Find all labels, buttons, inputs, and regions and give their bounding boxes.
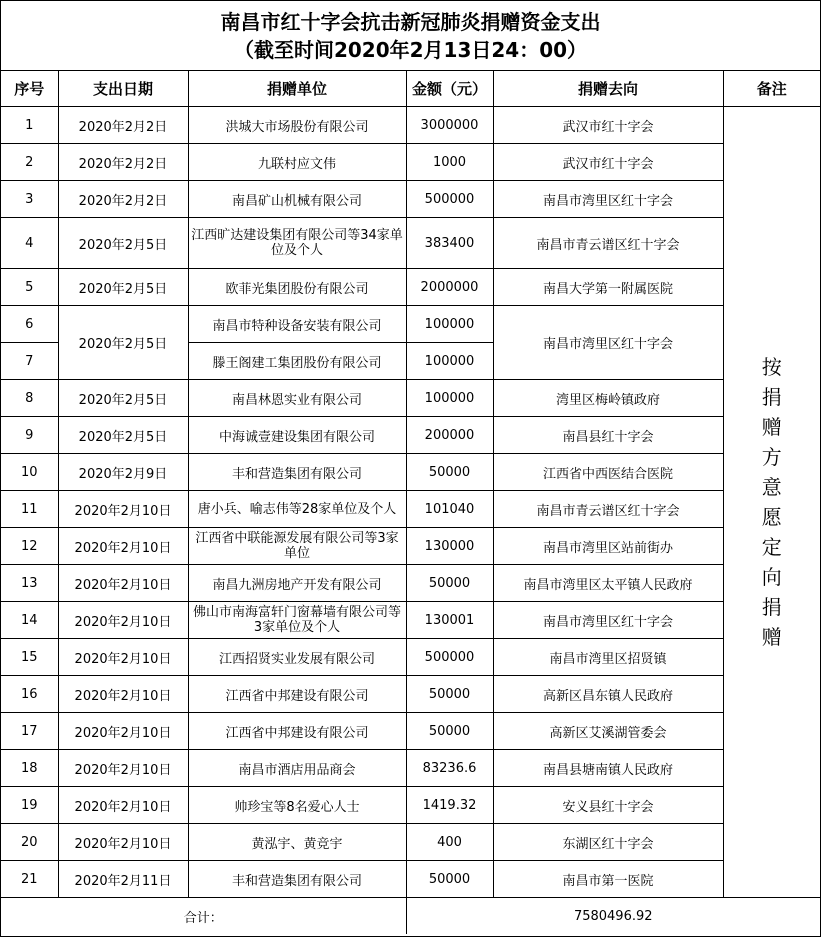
row-amount: 2000000 <box>406 269 493 306</box>
table-row <box>1 380 820 417</box>
row-destination: 南昌县塘南镇人民政府 <box>493 750 723 787</box>
row-no: 21 <box>1 861 58 898</box>
row-donor: 唐小兵、喻志伟等28家单位及个人 <box>188 491 406 528</box>
row-date: 2020年2月10日 <box>58 528 188 565</box>
table-row <box>1 602 820 639</box>
row-donor: 黄泓宇、黄竞宇 <box>188 824 406 861</box>
row-destination: 武汉市红十字会 <box>493 107 723 144</box>
row-date: 2020年2月5日 <box>58 417 188 454</box>
row-donor: 丰和营造集团有限公司 <box>188 454 406 491</box>
row-donor: 中海诚壹建设集团有限公司 <box>188 417 406 454</box>
row-date: 2020年2月5日 <box>58 269 188 306</box>
row-destination: 南昌市湾里区红十字会 <box>493 306 723 380</box>
row-donor: 九联村应文伟 <box>188 144 406 181</box>
header-amount: 金额（元） <box>406 71 493 107</box>
row-date: 2020年2月11日 <box>58 861 188 898</box>
row-amount: 100000 <box>406 380 493 417</box>
expenditure-table <box>1 71 820 934</box>
row-no: 13 <box>1 565 58 602</box>
table-row <box>1 824 820 861</box>
row-destination: 南昌大学第一附属医院 <box>493 269 723 306</box>
header-remark: 备注 <box>723 71 820 107</box>
row-no: 2 <box>1 144 58 181</box>
row-no: 3 <box>1 181 58 218</box>
row-date: 2020年2月10日 <box>58 824 188 861</box>
row-donor: 佛山市南海富轩门窗幕墙有限公司等3家单位及个人 <box>188 602 406 639</box>
table-row <box>1 750 820 787</box>
table-row <box>1 676 820 713</box>
row-destination: 南昌市湾里区太平镇人民政府 <box>493 565 723 602</box>
row-amount: 100000 <box>406 343 493 380</box>
row-date: 2020年2月10日 <box>58 602 188 639</box>
row-no: 12 <box>1 528 58 565</box>
row-amount: 130000 <box>406 528 493 565</box>
row-donor: 江西招贤实业发展有限公司 <box>188 639 406 676</box>
title-line-2: （截至时间2020年2月13日24：00） <box>233 38 588 62</box>
row-date: 2020年2月9日 <box>58 454 188 491</box>
row-destination: 湾里区梅岭镇政府 <box>493 380 723 417</box>
row-date: 2020年2月10日 <box>58 787 188 824</box>
table-row <box>1 713 820 750</box>
table-row <box>1 306 820 343</box>
row-destination: 南昌市青云谱区红十字会 <box>493 491 723 528</box>
row-destination: 南昌市第一医院 <box>493 861 723 898</box>
row-amount: 50000 <box>406 861 493 898</box>
row-amount: 100000 <box>406 306 493 343</box>
table-row <box>1 639 820 676</box>
row-donor: 洪城大市场股份有限公司 <box>188 107 406 144</box>
row-donor: 滕王阁建工集团股份有限公司 <box>188 343 406 380</box>
row-amount: 200000 <box>406 417 493 454</box>
row-no: 1 <box>1 107 58 144</box>
row-donor: 南昌市酒店用品商会 <box>188 750 406 787</box>
row-no: 6 <box>1 306 58 343</box>
row-no: 17 <box>1 713 58 750</box>
row-amount: 1419.32 <box>406 787 493 824</box>
table-row <box>1 107 820 144</box>
row-no: 4 <box>1 218 58 269</box>
table-row <box>1 417 820 454</box>
table-row <box>1 144 820 181</box>
table-row <box>1 269 820 306</box>
row-date: 2020年2月10日 <box>58 565 188 602</box>
row-amount: 500000 <box>406 181 493 218</box>
row-destination: 江西省中西医结合医院 <box>493 454 723 491</box>
row-amount: 50000 <box>406 565 493 602</box>
row-amount: 383400 <box>406 218 493 269</box>
row-destination: 武汉市红十字会 <box>493 144 723 181</box>
header-no: 序号 <box>1 71 58 107</box>
total-label: 合计： <box>1 898 406 935</box>
row-date: 2020年2月5日 <box>58 380 188 417</box>
row-donor: 江西省中邦建设有限公司 <box>188 713 406 750</box>
row-donor: 帅珍宝等8名爱心人士 <box>188 787 406 824</box>
row-date: 2020年2月10日 <box>58 676 188 713</box>
row-date: 2020年2月10日 <box>58 639 188 676</box>
row-destination: 南昌市湾里区站前街办 <box>493 528 723 565</box>
table-row <box>1 528 820 565</box>
row-date: 2020年2月10日 <box>58 750 188 787</box>
table-row <box>1 861 820 898</box>
row-no: 19 <box>1 787 58 824</box>
row-donor: 南昌九洲房地产开发有限公司 <box>188 565 406 602</box>
row-amount: 400 <box>406 824 493 861</box>
row-amount: 101040 <box>406 491 493 528</box>
row-date: 2020年2月5日 <box>58 306 188 380</box>
total-row <box>1 898 820 935</box>
row-donor: 南昌林恩实业有限公司 <box>188 380 406 417</box>
row-destination: 南昌市青云谱区红十字会 <box>493 218 723 269</box>
row-no: 7 <box>1 343 58 380</box>
row-donor: 丰和营造集团有限公司 <box>188 861 406 898</box>
table-row <box>1 787 820 824</box>
row-destination: 南昌市湾里区红十字会 <box>493 181 723 218</box>
table-row <box>1 491 820 528</box>
row-destination: 东湖区红十字会 <box>493 824 723 861</box>
header-destination: 捐赠去向 <box>493 71 723 107</box>
row-amount: 3000000 <box>406 107 493 144</box>
row-destination: 南昌县红十字会 <box>493 417 723 454</box>
row-date: 2020年2月2日 <box>58 144 188 181</box>
row-no: 8 <box>1 380 58 417</box>
row-donor: 欧菲光集团股份有限公司 <box>188 269 406 306</box>
row-donor: 江西旷达建设集团有限公司等34家单位及个人 <box>188 218 406 269</box>
row-date: 2020年2月2日 <box>58 181 188 218</box>
row-amount: 50000 <box>406 713 493 750</box>
table-row <box>1 454 820 491</box>
table-row <box>1 218 820 269</box>
table-row <box>1 565 820 602</box>
row-amount: 500000 <box>406 639 493 676</box>
row-no: 10 <box>1 454 58 491</box>
row-amount: 130001 <box>406 602 493 639</box>
row-date: 2020年2月10日 <box>58 491 188 528</box>
remark-text: 按捐赠方意愿定向捐赠 <box>761 355 782 649</box>
row-no: 14 <box>1 602 58 639</box>
sheet-title <box>1 1 820 71</box>
row-donor: 江西省中邦建设有限公司 <box>188 676 406 713</box>
row-no: 9 <box>1 417 58 454</box>
row-destination: 安义县红十字会 <box>493 787 723 824</box>
row-donor: 南昌矿山机械有限公司 <box>188 181 406 218</box>
row-date: 2020年2月10日 <box>58 713 188 750</box>
row-no: 11 <box>1 491 58 528</box>
row-no: 18 <box>1 750 58 787</box>
row-date: 2020年2月5日 <box>58 218 188 269</box>
row-destination: 高新区艾溪湖管委会 <box>493 713 723 750</box>
row-date: 2020年2月2日 <box>58 107 188 144</box>
row-amount: 50000 <box>406 676 493 713</box>
header-row <box>1 71 820 107</box>
row-no: 20 <box>1 824 58 861</box>
header-donor: 捐赠单位 <box>188 71 406 107</box>
row-destination: 南昌市湾里区招贤镇 <box>493 639 723 676</box>
row-amount: 50000 <box>406 454 493 491</box>
row-no: 16 <box>1 676 58 713</box>
remark-cell <box>723 107 820 898</box>
row-amount: 83236.6 <box>406 750 493 787</box>
row-destination: 高新区昌东镇人民政府 <box>493 676 723 713</box>
table-row <box>1 181 820 218</box>
row-no: 5 <box>1 269 58 306</box>
header-date: 支出日期 <box>58 71 188 107</box>
total-value: 7580496.92 <box>406 898 820 935</box>
row-donor: 南昌市特种设备安装有限公司 <box>188 306 406 343</box>
row-destination: 南昌市湾里区红十字会 <box>493 602 723 639</box>
row-donor: 江西省中联能源发展有限公司等3家单位 <box>188 528 406 565</box>
title-line-1: 南昌市红十字会抗击新冠肺炎捐赠资金支出 <box>220 10 601 34</box>
row-amount: 1000 <box>406 144 493 181</box>
row-no: 15 <box>1 639 58 676</box>
